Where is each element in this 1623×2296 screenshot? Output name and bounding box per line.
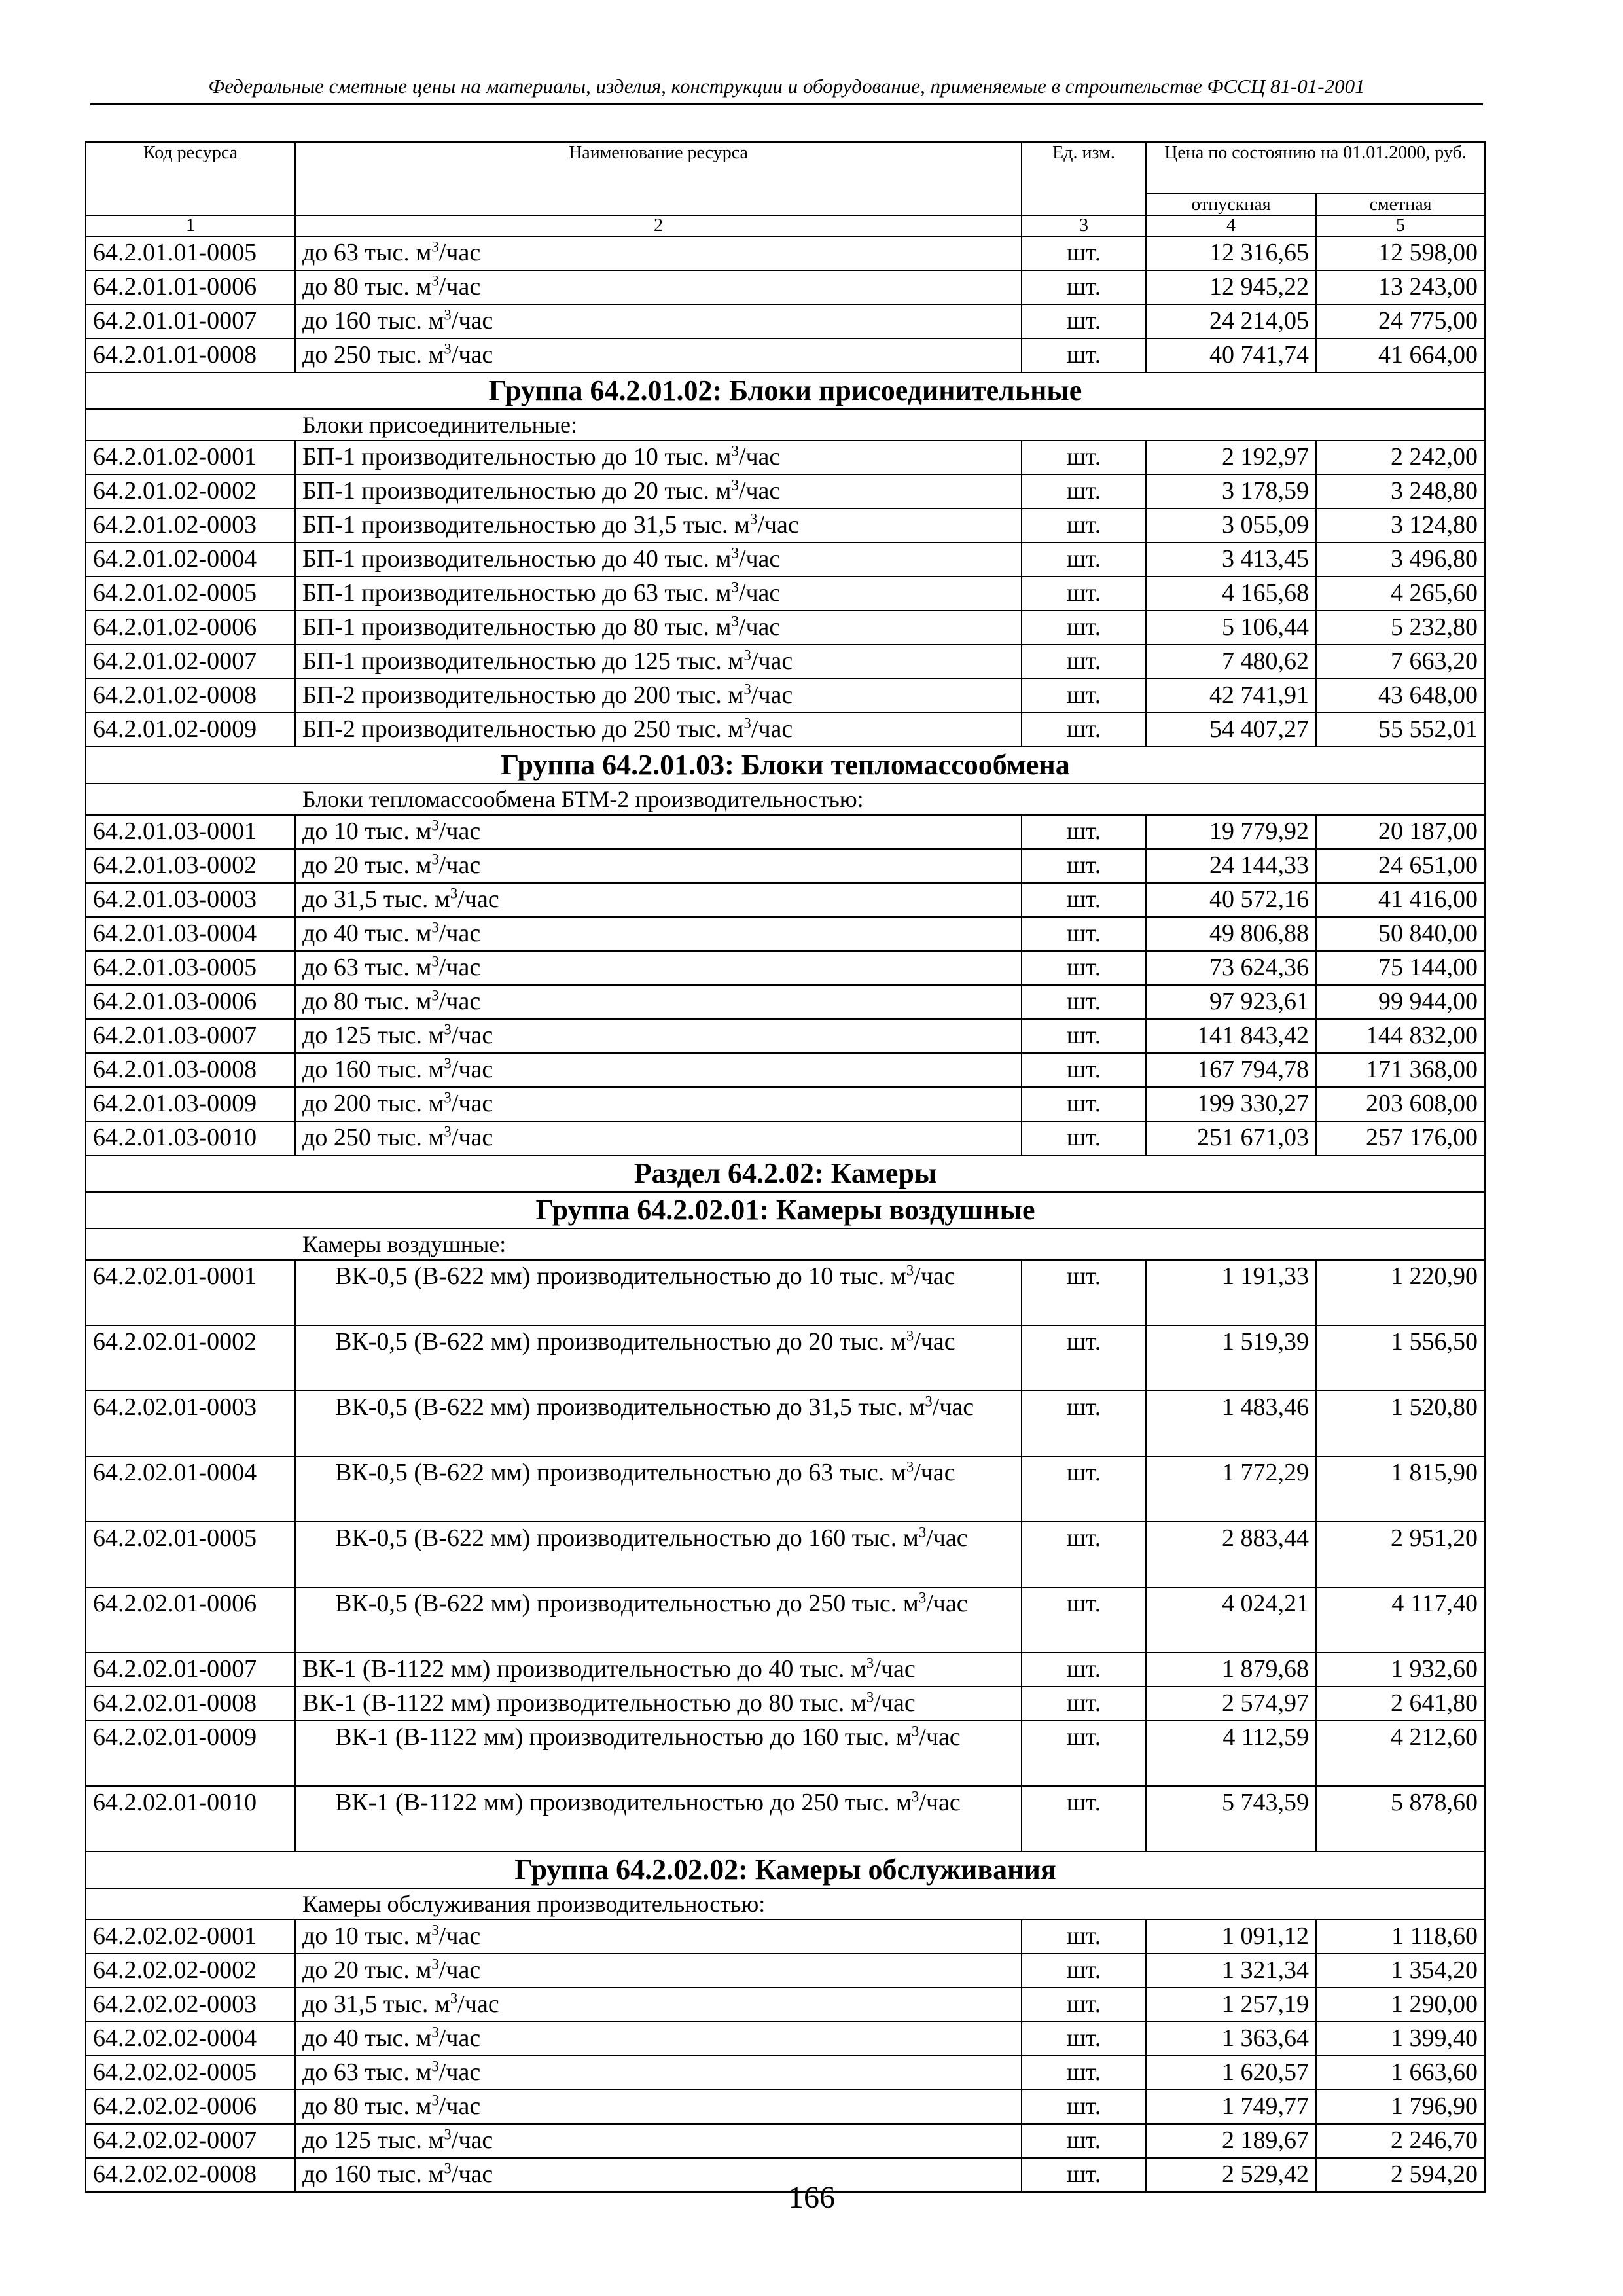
unit-cell: шт.: [1022, 1260, 1146, 1325]
resource-name-cell: до 63 тыс. $м^3$/час: [295, 951, 1022, 985]
resource-name-cell: до 63 тыс. $м^3$/час: [295, 236, 1022, 270]
unit-cell: шт.: [1022, 2022, 1146, 2056]
resource-code-cell: 64.2.01.03-0007: [86, 1019, 295, 1053]
resource-name-cell: БП-1 производительностью до 80 тыс. $м^3$/час: [295, 611, 1022, 645]
table-row: [86, 1456, 1485, 1522]
resource-code-cell: 64.2.02.01-0005: [86, 1522, 295, 1587]
table-row: [86, 1325, 1485, 1391]
resource-name-cell: до 250 тыс. $м^3$/час: [295, 338, 1022, 372]
unit-cell: шт.: [1022, 2090, 1146, 2124]
resource-name-cell: до 31,5 тыс. $м^3$/час: [295, 883, 1022, 917]
release-price-cell: 1 091,12: [1146, 1920, 1316, 1954]
table-row: [86, 1260, 1485, 1325]
table-row: [86, 849, 1485, 883]
group-heading: Группа 64.2.01.03: Блоки тепломассообмена: [86, 747, 1485, 783]
unit-cell: шт.: [1022, 304, 1146, 338]
resource-code-cell: 64.2.01.02-0004: [86, 543, 295, 577]
resource-code-cell: 64.2.01.02-0006: [86, 611, 295, 645]
estimate-price-cell: 41 416,00: [1316, 883, 1485, 917]
release-price-cell: 73 624,36: [1146, 951, 1316, 985]
unit-cell: шт.: [1022, 849, 1146, 883]
table-row: [86, 236, 1485, 270]
estimate-price-cell: 1 399,40: [1316, 2022, 1485, 2056]
release-price-cell: 3 055,09: [1146, 509, 1316, 543]
resource-code-cell: 64.2.02.01-0009: [86, 1721, 295, 1786]
release-price-cell: 1 257,19: [1146, 1988, 1316, 2022]
estimate-price-cell: 12 598,00: [1316, 236, 1485, 270]
release-price-cell: 167 794,78: [1146, 1053, 1316, 1087]
resource-name-cell: ВК-1 (В-1122 мм) производительностью до 80 тыс. $м^3$/час: [295, 1687, 1022, 1721]
resource-name-cell: ВК-0,5 (В-622 мм) производительностью до 10 тыс. $м^3$/час: [295, 1260, 1022, 1325]
table-row: [86, 270, 1485, 304]
estimate-price-cell: 144 832,00: [1316, 1019, 1485, 1053]
resource-code-cell: 64.2.01.03-0010: [86, 1121, 295, 1155]
resource-name-cell: до 40 тыс. $м^3$/час: [295, 2022, 1022, 2056]
unit-cell: шт.: [1022, 1053, 1146, 1087]
estimate-price-cell: 171 368,00: [1316, 1053, 1485, 1087]
price-table: [85, 141, 1486, 2193]
resource-name-cell: до 160 тыс. $м^3$/час: [295, 2158, 1022, 2192]
release-price-cell: 5 743,59: [1146, 1786, 1316, 1852]
unit-cell: шт.: [1022, 985, 1146, 1019]
release-price-cell: 12 945,22: [1146, 270, 1316, 304]
resource-code-cell: 64.2.01.02-0009: [86, 713, 295, 747]
unit-cell: шт.: [1022, 2158, 1146, 2192]
release-price-cell: 1 483,46: [1146, 1391, 1316, 1456]
unit-cell: шт.: [1022, 713, 1146, 747]
estimate-price-cell: 3 248,80: [1316, 475, 1485, 509]
column-number: 2: [295, 215, 1022, 236]
resource-name-cell: ВК-1 (В-1122 мм) производительностью до 160 тыс. $м^3$/час: [295, 1721, 1022, 1786]
table-row: [86, 1988, 1485, 2022]
estimate-price-cell: 24 651,00: [1316, 849, 1485, 883]
estimate-price-cell: 1 220,90: [1316, 1260, 1485, 1325]
resource-code-cell: 64.2.01.01-0006: [86, 270, 295, 304]
release-price-cell: 1 879,68: [1146, 1653, 1316, 1687]
table-row: [86, 543, 1485, 577]
table-row: [86, 2090, 1485, 2124]
unit-cell: шт.: [1022, 2056, 1146, 2090]
resource-code-cell: 64.2.01.03-0003: [86, 883, 295, 917]
release-price-cell: 54 407,27: [1146, 713, 1316, 747]
resource-code-cell: 64.2.02.01-0004: [86, 1456, 295, 1522]
unit-cell: шт.: [1022, 475, 1146, 509]
estimate-price-cell: 1 796,90: [1316, 2090, 1485, 2124]
release-price-cell: 1 519,39: [1146, 1325, 1316, 1391]
estimate-price-cell: 43 648,00: [1316, 679, 1485, 713]
unit-cell: шт.: [1022, 1456, 1146, 1522]
estimate-price-cell: 75 144,00: [1316, 951, 1485, 985]
resource-code-cell: 64.2.01.02-0001: [86, 440, 295, 475]
subheading-row: [86, 783, 1485, 815]
table-row: [86, 440, 1485, 475]
group-heading: Группа 64.2.01.02: Блоки присоединительные: [86, 372, 1485, 409]
release-price-cell: 4 024,21: [1146, 1587, 1316, 1653]
release-price-cell: 1 749,77: [1146, 2090, 1316, 2124]
table-row: [86, 1587, 1485, 1653]
estimate-price-cell: 2 246,70: [1316, 2124, 1485, 2158]
resource-name-cell: до 20 тыс. $м^3$/час: [295, 1954, 1022, 1988]
unit-cell: шт.: [1022, 1121, 1146, 1155]
resource-name-cell: до 63 тыс. $м^3$/час: [295, 2056, 1022, 2090]
unit-cell: шт.: [1022, 1920, 1146, 1954]
estimate-price-cell: 257 176,00: [1316, 1121, 1485, 1155]
resource-name-cell: БП-1 производительностью до 125 тыс. $м^3$/час: [295, 645, 1022, 679]
subheading-row: [86, 1229, 1485, 1260]
resource-code-cell: 64.2.01.02-0002: [86, 475, 295, 509]
subheading: Блоки присоединительные:: [86, 409, 1485, 440]
release-price-cell: 4 112,59: [1146, 1721, 1316, 1786]
resource-name-cell: до 20 тыс. $м^3$/час: [295, 849, 1022, 883]
resource-name-cell: БП-1 производительностью до 31,5 тыс. $м^3$/час: [295, 509, 1022, 543]
resource-code-cell: 64.2.01.01-0005: [86, 236, 295, 270]
unit-cell: шт.: [1022, 815, 1146, 849]
release-price-cell: 1 191,33: [1146, 1260, 1316, 1325]
table-row: [86, 2022, 1485, 2056]
resource-code-cell: 64.2.02.02-0002: [86, 1954, 295, 1988]
page-header-title: Федеральные сметные цены на материалы, изделия, конструкции и оборудование, применяемые в строительстве ФССЦ 81-01-2001: [90, 73, 1483, 105]
resource-name-cell: до 10 тыс. $м^3$/час: [295, 1920, 1022, 1954]
subheading-row: [86, 1888, 1485, 1920]
estimate-price-cell: 4 212,60: [1316, 1721, 1485, 1786]
resource-name-cell: до 125 тыс. $м^3$/час: [295, 1019, 1022, 1053]
resource-name-cell: до 10 тыс. $м^3$/час: [295, 815, 1022, 849]
estimate-price-cell: 1 520,80: [1316, 1391, 1485, 1456]
table-row: [86, 1954, 1485, 1988]
estimate-price-cell: 203 608,00: [1316, 1087, 1485, 1121]
unit-cell: шт.: [1022, 1653, 1146, 1687]
table-row: [86, 1121, 1485, 1155]
resource-code-cell: 64.2.02.02-0004: [86, 2022, 295, 2056]
resource-code-cell: 64.2.01.02-0003: [86, 509, 295, 543]
table-row: [86, 1522, 1485, 1587]
resource-name-cell: до 40 тыс. $м^3$/час: [295, 917, 1022, 951]
group-heading: Группа 64.2.02.01: Камеры воздушные: [86, 1192, 1485, 1229]
resource-code-cell: 64.2.01.03-0009: [86, 1087, 295, 1121]
release-price-cell: 4 165,68: [1146, 577, 1316, 611]
column-header-code: Код ресурса: [86, 142, 295, 215]
table-row: [86, 2056, 1485, 2090]
resource-name-cell: ВК-0,5 (В-622 мм) производительностью до 250 тыс. $м^3$/час: [295, 1587, 1022, 1653]
unit-cell: шт.: [1022, 645, 1146, 679]
resource-name-cell: до 160 тыс. $м^3$/час: [295, 304, 1022, 338]
estimate-price-cell: 55 552,01: [1316, 713, 1485, 747]
resource-code-cell: 64.2.02.02-0007: [86, 2124, 295, 2158]
table-row: [86, 611, 1485, 645]
release-price-cell: 40 741,74: [1146, 338, 1316, 372]
release-price-cell: 42 741,91: [1146, 679, 1316, 713]
table-row: [86, 1653, 1485, 1687]
group-heading-row: [86, 1852, 1485, 1888]
group-heading-row: [86, 747, 1485, 783]
estimate-price-cell: 2 951,20: [1316, 1522, 1485, 1587]
table-row: [86, 1721, 1485, 1786]
subheading-row: [86, 409, 1485, 440]
table-row: [86, 2124, 1485, 2158]
resource-code-cell: 64.2.02.01-0006: [86, 1587, 295, 1653]
resource-name-cell: БП-1 производительностью до 10 тыс. $м^3$/час: [295, 440, 1022, 475]
resource-code-cell: 64.2.02.01-0003: [86, 1391, 295, 1456]
resource-code-cell: 64.2.01.03-0006: [86, 985, 295, 1019]
table-row: [86, 475, 1485, 509]
resource-name-cell: ВК-0,5 (В-622 мм) производительностью до 31,5 тыс. $м^3$/час: [295, 1391, 1022, 1456]
estimate-price-cell: 13 243,00: [1316, 270, 1485, 304]
release-price-cell: 19 779,92: [1146, 815, 1316, 849]
release-price-cell: 2 574,97: [1146, 1687, 1316, 1721]
table-row: [86, 883, 1485, 917]
release-price-cell: 3 413,45: [1146, 543, 1316, 577]
resource-name-cell: до 250 тыс. $м^3$/час: [295, 1121, 1022, 1155]
estimate-price-cell: 1 290,00: [1316, 1988, 1485, 2022]
column-header-unit: Ед. изм.: [1022, 142, 1146, 215]
table-row: [86, 713, 1485, 747]
estimate-price-cell: 41 664,00: [1316, 338, 1485, 372]
resource-code-cell: 64.2.02.01-0007: [86, 1653, 295, 1687]
unit-cell: шт.: [1022, 2124, 1146, 2158]
table-row: [86, 985, 1485, 1019]
table-row: [86, 1087, 1485, 1121]
resource-code-cell: 64.2.01.03-0008: [86, 1053, 295, 1087]
resource-name-cell: до 31,5 тыс. $м^3$/час: [295, 1988, 1022, 2022]
estimate-price-cell: 3 496,80: [1316, 543, 1485, 577]
column-number: 4: [1146, 215, 1316, 236]
unit-cell: шт.: [1022, 917, 1146, 951]
subheading: Камеры воздушные:: [86, 1229, 1485, 1260]
resource-name-cell: БП-2 производительностью до 200 тыс. $м^3$/час: [295, 679, 1022, 713]
resource-code-cell: 64.2.02.02-0008: [86, 2158, 295, 2192]
estimate-price-cell: 2 594,20: [1316, 2158, 1485, 2192]
column-number: 5: [1316, 215, 1485, 236]
release-price-cell: 12 316,65: [1146, 236, 1316, 270]
estimate-price-cell: 7 663,20: [1316, 645, 1485, 679]
release-price-cell: 2 189,67: [1146, 2124, 1316, 2158]
resource-name-cell: БП-1 производительностью до 63 тыс. $м^3$/час: [295, 577, 1022, 611]
release-price-cell: 141 843,42: [1146, 1019, 1316, 1053]
subheading: Камеры обслуживания производительностью:: [86, 1888, 1485, 1920]
release-price-cell: 1 321,34: [1146, 1954, 1316, 1988]
unit-cell: шт.: [1022, 1721, 1146, 1786]
release-price-cell: 199 330,27: [1146, 1087, 1316, 1121]
estimate-price-cell: 1 556,50: [1316, 1325, 1485, 1391]
resource-code-cell: 64.2.01.01-0008: [86, 338, 295, 372]
table-row: [86, 679, 1485, 713]
unit-cell: шт.: [1022, 543, 1146, 577]
unit-cell: шт.: [1022, 1587, 1146, 1653]
unit-cell: шт.: [1022, 1954, 1146, 1988]
unit-cell: шт.: [1022, 679, 1146, 713]
release-price-cell: 2 529,42: [1146, 2158, 1316, 2192]
resource-code-cell: 64.2.02.02-0001: [86, 1920, 295, 1954]
estimate-price-cell: 50 840,00: [1316, 917, 1485, 951]
resource-name-cell: до 80 тыс. $м^3$/час: [295, 985, 1022, 1019]
estimate-price-cell: 99 944,00: [1316, 985, 1485, 1019]
estimate-price-cell: 1 354,20: [1316, 1954, 1485, 1988]
resource-name-cell: ВК-1 (В-1122 мм) производительностью до 250 тыс. $м^3$/час: [295, 1786, 1022, 1852]
unit-cell: шт.: [1022, 1687, 1146, 1721]
group-heading-row: [86, 1192, 1485, 1229]
unit-cell: шт.: [1022, 1786, 1146, 1852]
resource-name-cell: до 80 тыс. $м^3$/час: [295, 270, 1022, 304]
table-row: [86, 1019, 1485, 1053]
column-number: 3: [1022, 215, 1146, 236]
release-price-cell: 24 214,05: [1146, 304, 1316, 338]
table-row: [86, 645, 1485, 679]
estimate-price-cell: 5 232,80: [1316, 611, 1485, 645]
release-price-cell: 5 106,44: [1146, 611, 1316, 645]
table-row: [86, 577, 1485, 611]
unit-cell: шт.: [1022, 883, 1146, 917]
table-row: [86, 338, 1485, 372]
table-header: [86, 142, 1485, 236]
resource-code-cell: 64.2.01.03-0004: [86, 917, 295, 951]
resource-code-cell: 64.2.01.02-0005: [86, 577, 295, 611]
column-header-estimate-price: сметная: [1316, 194, 1485, 215]
unit-cell: шт.: [1022, 1391, 1146, 1456]
page-number: 166: [788, 2180, 835, 2215]
estimate-price-cell: 2 641,80: [1316, 1687, 1485, 1721]
release-price-cell: 49 806,88: [1146, 917, 1316, 951]
column-number: 1: [86, 215, 295, 236]
column-numbers-row: [86, 215, 1485, 236]
resource-code-cell: 64.2.01.03-0002: [86, 849, 295, 883]
resource-name-cell: ВК-0,5 (В-622 мм) производительностью до 20 тыс. $м^3$/час: [295, 1325, 1022, 1391]
estimate-price-cell: 5 878,60: [1316, 1786, 1485, 1852]
release-price-cell: 24 144,33: [1146, 849, 1316, 883]
unit-cell: шт.: [1022, 1019, 1146, 1053]
table-row: [86, 1786, 1485, 1852]
unit-cell: шт.: [1022, 1522, 1146, 1587]
unit-cell: шт.: [1022, 1087, 1146, 1121]
resource-name-cell: до 80 тыс. $м^3$/час: [295, 2090, 1022, 2124]
resource-name-cell: БП-2 производительностью до 250 тыс. $м^3$/час: [295, 713, 1022, 747]
resource-name-cell: ВК-0,5 (В-622 мм) производительностью до 63 тыс. $м^3$/час: [295, 1456, 1022, 1522]
release-price-cell: 2 883,44: [1146, 1522, 1316, 1587]
table-row: [86, 917, 1485, 951]
column-header-release-price: отпускная: [1146, 194, 1316, 215]
unit-cell: шт.: [1022, 577, 1146, 611]
column-header-price: Цена по состоянию на 01.01.2000, руб.: [1146, 142, 1485, 194]
table-row: [86, 1391, 1485, 1456]
table-row: [86, 1920, 1485, 1954]
unit-cell: шт.: [1022, 509, 1146, 543]
unit-cell: шт.: [1022, 611, 1146, 645]
estimate-price-cell: 2 242,00: [1316, 440, 1485, 475]
estimate-price-cell: 4 117,40: [1316, 1587, 1485, 1653]
estimate-price-cell: 4 265,60: [1316, 577, 1485, 611]
table-row: [86, 815, 1485, 849]
release-price-cell: 97 923,61: [1146, 985, 1316, 1019]
table-row: [86, 1053, 1485, 1087]
resource-code-cell: 64.2.02.02-0006: [86, 2090, 295, 2124]
estimate-price-cell: 1 815,90: [1316, 1456, 1485, 1522]
resource-code-cell: 64.2.02.01-0008: [86, 1687, 295, 1721]
resource-code-cell: 64.2.02.01-0002: [86, 1325, 295, 1391]
resource-code-cell: 64.2.01.02-0008: [86, 679, 295, 713]
estimate-price-cell: 24 775,00: [1316, 304, 1485, 338]
group-heading: Раздел 64.2.02: Камеры: [86, 1155, 1485, 1192]
group-heading-row: [86, 372, 1485, 409]
table-row: [86, 951, 1485, 985]
unit-cell: шт.: [1022, 270, 1146, 304]
resource-name-cell: до 160 тыс. $м^3$/час: [295, 1053, 1022, 1087]
resource-code-cell: 64.2.02.01-0001: [86, 1260, 295, 1325]
estimate-price-cell: 1 663,60: [1316, 2056, 1485, 2090]
release-price-cell: 1 772,29: [1146, 1456, 1316, 1522]
release-price-cell: 1 620,57: [1146, 2056, 1316, 2090]
unit-cell: шт.: [1022, 1988, 1146, 2022]
group-heading-row: [86, 1155, 1485, 1192]
release-price-cell: 7 480,62: [1146, 645, 1316, 679]
group-heading: Группа 64.2.02.02: Камеры обслуживания: [86, 1852, 1485, 1888]
resource-code-cell: 64.2.01.02-0007: [86, 645, 295, 679]
resource-name-cell: до 200 тыс. $м^3$/час: [295, 1087, 1022, 1121]
resource-name-cell: ВК-1 (В-1122 мм) производительностью до 40 тыс. $м^3$/час: [295, 1653, 1022, 1687]
resource-code-cell: 64.2.01.03-0001: [86, 815, 295, 849]
subheading: Блоки тепломассообмена БТМ-2 производительностью:: [86, 783, 1485, 815]
release-price-cell: 3 178,59: [1146, 475, 1316, 509]
resource-code-cell: 64.2.02.02-0003: [86, 1988, 295, 2022]
release-price-cell: 40 572,16: [1146, 883, 1316, 917]
resource-code-cell: 64.2.01.01-0007: [86, 304, 295, 338]
estimate-price-cell: 3 124,80: [1316, 509, 1485, 543]
resource-name-cell: ВК-0,5 (В-622 мм) производительностью до 160 тыс. $м^3$/час: [295, 1522, 1022, 1587]
table-row: [86, 1687, 1485, 1721]
estimate-price-cell: 1 118,60: [1316, 1920, 1485, 1954]
table-row: [86, 304, 1485, 338]
release-price-cell: 1 363,64: [1146, 2022, 1316, 2056]
unit-cell: шт.: [1022, 440, 1146, 475]
resource-code-cell: 64.2.02.02-0005: [86, 2056, 295, 2090]
estimate-price-cell: 1 932,60: [1316, 1653, 1485, 1687]
resource-name-cell: до 125 тыс. $м^3$/час: [295, 2124, 1022, 2158]
estimate-price-cell: 20 187,00: [1316, 815, 1485, 849]
resource-name-cell: БП-1 производительностью до 40 тыс. $м^3$/час: [295, 543, 1022, 577]
resource-name-cell: БП-1 производительностью до 20 тыс. $м^3$/час: [295, 475, 1022, 509]
unit-cell: шт.: [1022, 1325, 1146, 1391]
unit-cell: шт.: [1022, 951, 1146, 985]
unit-cell: шт.: [1022, 236, 1146, 270]
release-price-cell: 251 671,03: [1146, 1121, 1316, 1155]
unit-cell: шт.: [1022, 338, 1146, 372]
release-price-cell: 2 192,97: [1146, 440, 1316, 475]
resource-code-cell: 64.2.01.03-0005: [86, 951, 295, 985]
column-header-name: Наименование ресурса: [295, 142, 1022, 215]
resource-code-cell: 64.2.02.01-0010: [86, 1786, 295, 1852]
table-body: [86, 236, 1485, 2192]
table-row: [86, 509, 1485, 543]
